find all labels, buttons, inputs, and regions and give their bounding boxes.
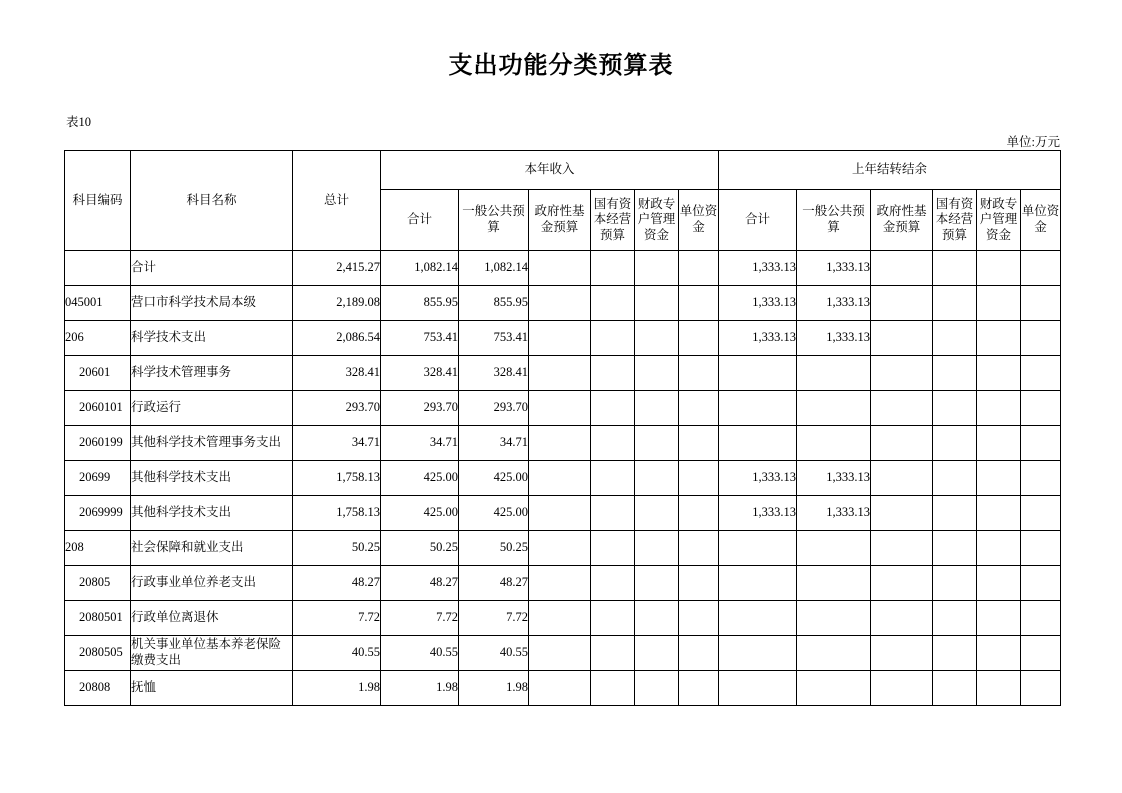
cell-carryover-subtotal <box>719 636 797 671</box>
header-row-groups <box>65 151 1061 190</box>
cell-current-statecap <box>591 286 635 321</box>
cell-name: 机关事业单位基本养老保险缴费支出 <box>131 636 293 671</box>
cell-current-govfund <box>529 251 591 286</box>
cell-total: 1,758.13 <box>293 461 381 496</box>
cell-carryover-general: 1,333.13 <box>797 286 871 321</box>
cell-current-fiscal <box>635 636 679 671</box>
cell-carryover-fiscal <box>977 566 1021 601</box>
cell-carryover-own <box>1021 496 1061 531</box>
table-row <box>65 601 1061 636</box>
cell-carryover-own <box>1021 461 1061 496</box>
cell-carryover-govfund <box>871 286 933 321</box>
cell-current-own <box>679 426 719 461</box>
cell-current-statecap <box>591 426 635 461</box>
cell-code: 2080501 <box>65 601 131 636</box>
cell-current-subtotal: 1,082.14 <box>381 251 459 286</box>
budget-table-wrapper <box>64 150 1060 706</box>
cell-current-govfund <box>529 566 591 601</box>
th-group-current-year-income: 本年收入 <box>381 151 719 190</box>
cell-current-subtotal: 7.72 <box>381 601 459 636</box>
cell-current-fiscal <box>635 321 679 356</box>
cell-current-general: 34.71 <box>459 426 529 461</box>
cell-name: 其他科学技术支出 <box>131 461 293 496</box>
cell-current-own <box>679 496 719 531</box>
cell-carryover-general <box>797 636 871 671</box>
cell-total: 328.41 <box>293 356 381 391</box>
cell-current-own <box>679 671 719 706</box>
cell-carryover-subtotal <box>719 531 797 566</box>
cell-current-own <box>679 286 719 321</box>
cell-code: 20808 <box>65 671 131 706</box>
table-number: 表10 <box>66 115 92 129</box>
cell-current-govfund <box>529 496 591 531</box>
cell-current-statecap <box>591 391 635 426</box>
cell-carryover-subtotal: 1,333.13 <box>719 321 797 356</box>
table-row <box>65 426 1061 461</box>
table-row <box>65 636 1061 671</box>
cell-carryover-statecap <box>933 671 977 706</box>
cell-code <box>65 251 131 286</box>
cell-carryover-subtotal: 1,333.13 <box>719 251 797 286</box>
cell-current-general: 40.55 <box>459 636 529 671</box>
cell-carryover-govfund <box>871 356 933 391</box>
cell-carryover-govfund <box>871 391 933 426</box>
table-row <box>65 251 1061 286</box>
th-name: 科目名称 <box>131 151 293 251</box>
cell-carryover-govfund <box>871 636 933 671</box>
table-row <box>65 461 1061 496</box>
cell-code: 20699 <box>65 461 131 496</box>
th-carryover-own-funds: 单位资金 <box>1021 190 1061 251</box>
cell-carryover-subtotal <box>719 671 797 706</box>
cell-current-statecap <box>591 531 635 566</box>
cell-current-subtotal: 40.55 <box>381 636 459 671</box>
cell-carryover-fiscal <box>977 496 1021 531</box>
cell-current-govfund <box>529 601 591 636</box>
cell-current-fiscal <box>635 531 679 566</box>
cell-carryover-own <box>1021 426 1061 461</box>
cell-carryover-general <box>797 601 871 636</box>
cell-current-own <box>679 531 719 566</box>
cell-carryover-statecap <box>933 601 977 636</box>
cell-current-subtotal: 1.98 <box>381 671 459 706</box>
cell-carryover-fiscal <box>977 461 1021 496</box>
cell-code: 2080505 <box>65 636 131 671</box>
table-row <box>65 356 1061 391</box>
cell-name: 营口市科学技术局本级 <box>131 286 293 321</box>
cell-carryover-general <box>797 566 871 601</box>
cell-carryover-general <box>797 531 871 566</box>
cell-current-govfund <box>529 321 591 356</box>
cell-total: 34.71 <box>293 426 381 461</box>
cell-current-fiscal <box>635 391 679 426</box>
cell-current-own <box>679 601 719 636</box>
cell-carryover-fiscal <box>977 671 1021 706</box>
cell-current-own <box>679 636 719 671</box>
table-header <box>65 151 1061 251</box>
cell-current-own <box>679 461 719 496</box>
cell-current-statecap <box>591 566 635 601</box>
cell-current-statecap <box>591 496 635 531</box>
cell-carryover-fiscal <box>977 601 1021 636</box>
cell-code: 206 <box>65 321 131 356</box>
cell-total: 7.72 <box>293 601 381 636</box>
cell-carryover-statecap <box>933 531 977 566</box>
cell-carryover-statecap <box>933 251 977 286</box>
table-row <box>65 671 1061 706</box>
th-group-prior-year-carryover: 上年结转结余 <box>719 151 1061 190</box>
table-row <box>65 566 1061 601</box>
cell-name: 其他科学技术支出 <box>131 496 293 531</box>
cell-current-own <box>679 391 719 426</box>
cell-code: 2069999 <box>65 496 131 531</box>
cell-current-statecap <box>591 671 635 706</box>
cell-current-fiscal <box>635 601 679 636</box>
cell-current-govfund <box>529 286 591 321</box>
cell-code: 20805 <box>65 566 131 601</box>
th-current-own-funds: 单位资金 <box>679 190 719 251</box>
cell-current-general: 425.00 <box>459 496 529 531</box>
cell-total: 40.55 <box>293 636 381 671</box>
cell-code: 20601 <box>65 356 131 391</box>
cell-carryover-own <box>1021 391 1061 426</box>
table-row <box>65 321 1061 356</box>
cell-carryover-statecap <box>933 461 977 496</box>
table-row <box>65 496 1061 531</box>
cell-carryover-subtotal: 1,333.13 <box>719 286 797 321</box>
cell-carryover-subtotal <box>719 391 797 426</box>
cell-carryover-statecap <box>933 636 977 671</box>
table-row <box>65 286 1061 321</box>
cell-current-govfund <box>529 426 591 461</box>
cell-carryover-own <box>1021 671 1061 706</box>
cell-carryover-govfund <box>871 601 933 636</box>
cell-current-fiscal <box>635 496 679 531</box>
cell-carryover-statecap <box>933 356 977 391</box>
cell-current-own <box>679 321 719 356</box>
page-title: 支出功能分类预算表 <box>448 53 674 79</box>
th-carryover-fiscal-account: 财政专户管理资金 <box>977 190 1021 251</box>
cell-carryover-own <box>1021 356 1061 391</box>
budget-table <box>64 150 1061 706</box>
cell-current-subtotal: 425.00 <box>381 496 459 531</box>
cell-current-govfund <box>529 391 591 426</box>
cell-current-general: 50.25 <box>459 531 529 566</box>
cell-carryover-govfund <box>871 496 933 531</box>
cell-carryover-general <box>797 671 871 706</box>
cell-carryover-fiscal <box>977 636 1021 671</box>
cell-total: 293.70 <box>293 391 381 426</box>
cell-current-statecap <box>591 636 635 671</box>
cell-name: 社会保障和就业支出 <box>131 531 293 566</box>
cell-current-statecap <box>591 601 635 636</box>
cell-carryover-fiscal <box>977 356 1021 391</box>
cell-carryover-subtotal <box>719 356 797 391</box>
unit-note: 单位:万元 <box>1006 135 1060 149</box>
cell-code: 208 <box>65 531 131 566</box>
cell-carryover-subtotal: 1,333.13 <box>719 461 797 496</box>
cell-current-fiscal <box>635 251 679 286</box>
cell-current-general: 855.95 <box>459 286 529 321</box>
cell-carryover-statecap <box>933 426 977 461</box>
cell-current-fiscal <box>635 671 679 706</box>
cell-carryover-fiscal <box>977 426 1021 461</box>
cell-carryover-subtotal <box>719 566 797 601</box>
th-carryover-state-capital: 国有资本经营预算 <box>933 190 977 251</box>
cell-carryover-statecap <box>933 496 977 531</box>
th-current-gov-fund: 政府性基金预算 <box>529 190 591 251</box>
th-carryover-gov-fund: 政府性基金预算 <box>871 190 933 251</box>
table-row <box>65 531 1061 566</box>
cell-code: 2060199 <box>65 426 131 461</box>
cell-carryover-own <box>1021 286 1061 321</box>
cell-carryover-fiscal <box>977 286 1021 321</box>
cell-carryover-fiscal <box>977 251 1021 286</box>
cell-total: 48.27 <box>293 566 381 601</box>
cell-current-fiscal <box>635 461 679 496</box>
cell-carryover-statecap <box>933 391 977 426</box>
cell-carryover-general: 1,333.13 <box>797 251 871 286</box>
cell-current-statecap <box>591 251 635 286</box>
th-current-fiscal-account: 财政专户管理资金 <box>635 190 679 251</box>
th-current-state-capital: 国有资本经营预算 <box>591 190 635 251</box>
table-body <box>65 251 1061 706</box>
cell-current-general: 328.41 <box>459 356 529 391</box>
cell-carryover-own <box>1021 566 1061 601</box>
cell-current-subtotal: 50.25 <box>381 531 459 566</box>
cell-total: 2,086.54 <box>293 321 381 356</box>
cell-carryover-statecap <box>933 286 977 321</box>
cell-current-subtotal: 328.41 <box>381 356 459 391</box>
cell-carryover-own <box>1021 321 1061 356</box>
cell-current-statecap <box>591 461 635 496</box>
cell-carryover-own <box>1021 601 1061 636</box>
cell-carryover-general <box>797 356 871 391</box>
cell-carryover-general <box>797 426 871 461</box>
cell-carryover-general: 1,333.13 <box>797 496 871 531</box>
cell-current-general: 425.00 <box>459 461 529 496</box>
cell-name: 行政运行 <box>131 391 293 426</box>
cell-current-own <box>679 356 719 391</box>
th-current-subtotal: 合计 <box>381 190 459 251</box>
cell-name: 抚恤 <box>131 671 293 706</box>
cell-carryover-fiscal <box>977 391 1021 426</box>
cell-name: 行政单位离退休 <box>131 601 293 636</box>
cell-carryover-govfund <box>871 531 933 566</box>
cell-current-fiscal <box>635 566 679 601</box>
cell-current-fiscal <box>635 356 679 391</box>
cell-current-subtotal: 293.70 <box>381 391 459 426</box>
th-total: 总计 <box>293 151 381 251</box>
cell-current-govfund <box>529 531 591 566</box>
cell-current-govfund <box>529 671 591 706</box>
cell-carryover-subtotal: 1,333.13 <box>719 496 797 531</box>
cell-current-general: 1,082.14 <box>459 251 529 286</box>
cell-code: 2060101 <box>65 391 131 426</box>
cell-current-general: 48.27 <box>459 566 529 601</box>
cell-current-govfund <box>529 461 591 496</box>
cell-name: 科学技术管理事务 <box>131 356 293 391</box>
cell-carryover-general: 1,333.13 <box>797 321 871 356</box>
cell-name: 科学技术支出 <box>131 321 293 356</box>
cell-current-general: 1.98 <box>459 671 529 706</box>
cell-carryover-statecap <box>933 321 977 356</box>
cell-carryover-general <box>797 391 871 426</box>
cell-current-govfund <box>529 636 591 671</box>
cell-current-statecap <box>591 356 635 391</box>
cell-current-subtotal: 425.00 <box>381 461 459 496</box>
cell-carryover-govfund <box>871 321 933 356</box>
cell-total: 1.98 <box>293 671 381 706</box>
cell-total: 1,758.13 <box>293 496 381 531</box>
cell-current-subtotal: 48.27 <box>381 566 459 601</box>
cell-current-general: 293.70 <box>459 391 529 426</box>
th-carryover-subtotal: 合计 <box>719 190 797 251</box>
cell-current-subtotal: 855.95 <box>381 286 459 321</box>
cell-carryover-own <box>1021 636 1061 671</box>
cell-carryover-fiscal <box>977 531 1021 566</box>
cell-carryover-govfund <box>871 426 933 461</box>
cell-current-general: 7.72 <box>459 601 529 636</box>
cell-current-govfund <box>529 356 591 391</box>
cell-name: 行政事业单位养老支出 <box>131 566 293 601</box>
cell-carryover-own <box>1021 531 1061 566</box>
cell-current-own <box>679 566 719 601</box>
cell-carryover-general: 1,333.13 <box>797 461 871 496</box>
cell-carryover-govfund <box>871 671 933 706</box>
th-code: 科目编码 <box>65 151 131 251</box>
cell-current-subtotal: 34.71 <box>381 426 459 461</box>
cell-carryover-subtotal <box>719 601 797 636</box>
cell-current-general: 753.41 <box>459 321 529 356</box>
cell-carryover-statecap <box>933 566 977 601</box>
cell-total: 2,415.27 <box>293 251 381 286</box>
cell-current-subtotal: 753.41 <box>381 321 459 356</box>
table-row <box>65 391 1061 426</box>
cell-carryover-govfund <box>871 461 933 496</box>
cell-total: 50.25 <box>293 531 381 566</box>
cell-carryover-fiscal <box>977 321 1021 356</box>
cell-carryover-subtotal <box>719 426 797 461</box>
cell-total: 2,189.08 <box>293 286 381 321</box>
th-current-general-public: 一般公共预算 <box>459 190 529 251</box>
cell-current-statecap <box>591 321 635 356</box>
cell-name: 合计 <box>131 251 293 286</box>
cell-current-fiscal <box>635 286 679 321</box>
cell-carryover-govfund <box>871 566 933 601</box>
cell-carryover-govfund <box>871 251 933 286</box>
cell-current-fiscal <box>635 426 679 461</box>
th-carryover-general-public: 一般公共预算 <box>797 190 871 251</box>
cell-current-own <box>679 251 719 286</box>
cell-carryover-own <box>1021 251 1061 286</box>
cell-code: 045001 <box>65 286 131 321</box>
cell-name: 其他科学技术管理事务支出 <box>131 426 293 461</box>
